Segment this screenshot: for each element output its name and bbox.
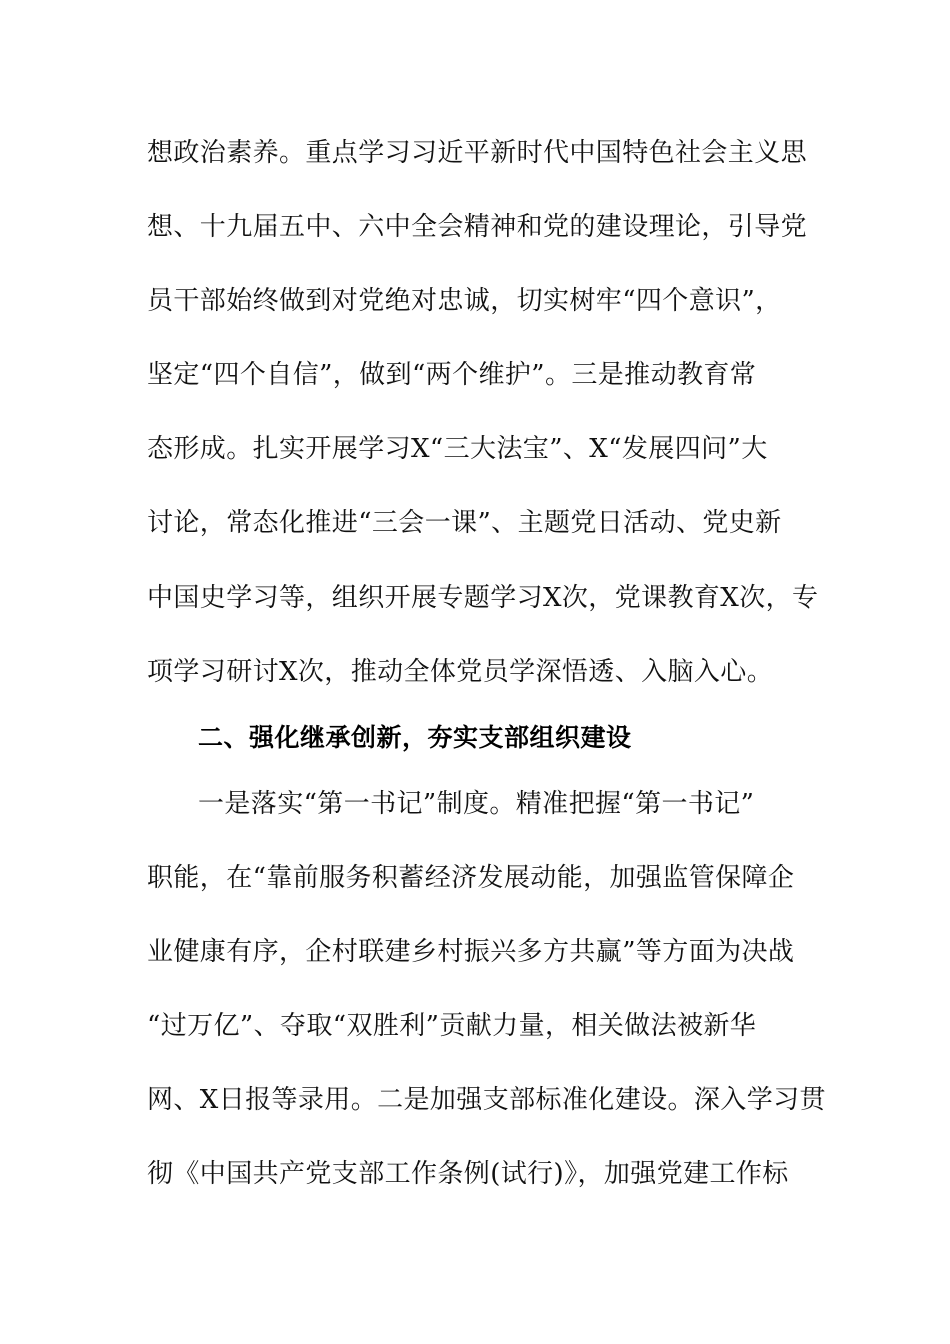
- section-heading: 二、强化继承创新，夯实支部组织建设: [198, 723, 632, 752]
- paragraph-line: 中国史学习等，组织开展专题学习X次，党课教育X次，专: [147, 583, 819, 613]
- paragraph-line: 网、X日报等录用。二是加强支部标准化建设。深入学习贯: [147, 1085, 826, 1115]
- paragraph-line: 想、十九届五中、六中全会精神和党的建设理论，引导党: [147, 212, 808, 242]
- paragraph-line: 彻《中国共产党支部工作条例(试行)》，加强党建工作标: [147, 1159, 789, 1189]
- paragraph-line: 项学习研讨X次，推动全体党员学深悟透、入脑入心。: [147, 657, 774, 687]
- paragraph-line: 职能，在“靠前服务积蓄经济发展动能，加强监管保障企: [147, 863, 795, 893]
- paragraph-line: 讨论，常态化推进“三会一课”、主题党日活动、党史新: [147, 508, 782, 538]
- paragraph-line: 想政治素养。重点学习习近平新时代中国特色社会主义思: [147, 138, 808, 168]
- paragraph-line: 员干部始终做到对党绝对忠诚，切实树牢“四个意识”，: [147, 286, 782, 316]
- paragraph-line: 坚定“四个自信”，做到“两个维护”。三是推动教育常: [147, 360, 757, 390]
- paragraph-line: 一是落实“第一书记”制度。精准把握“第一书记”: [198, 789, 755, 819]
- paragraph-line: 业健康有序，企村联建乡村振兴多方共赢”等方面为决战: [147, 937, 795, 967]
- paragraph-line: “过万亿”、夺取“双胜利”贡献力量，相关做法被新华: [147, 1011, 757, 1041]
- paragraph-line: 态形成。扎实开展学习X“三大法宝”、X“发展四问”大: [147, 434, 768, 464]
